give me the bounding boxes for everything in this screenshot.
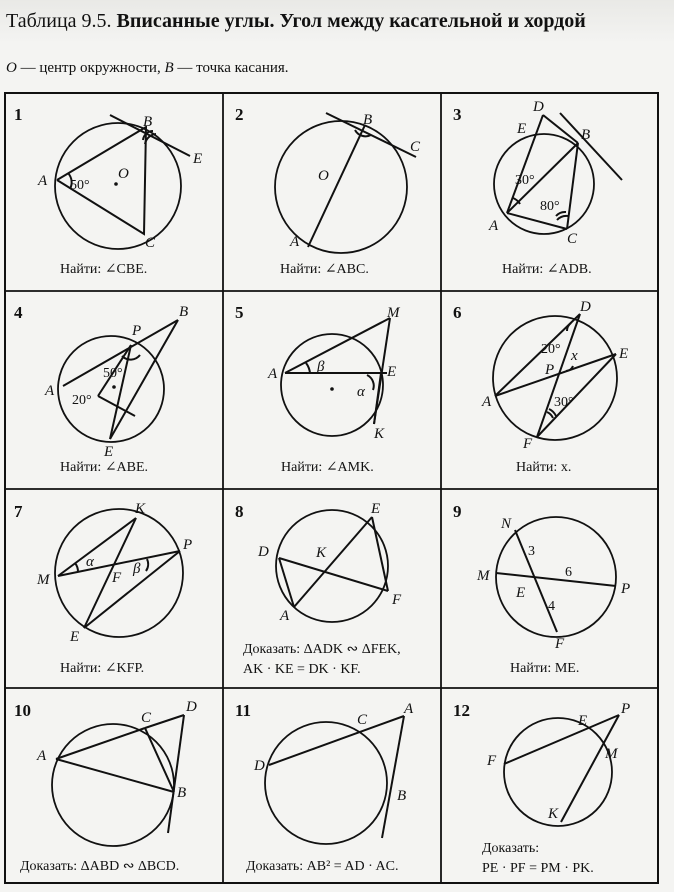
problem-caption-2: AK · KE = DK · KF. — [243, 662, 361, 677]
problem-caption: Найти: ∠KFP. — [60, 661, 145, 676]
label-C: C — [357, 712, 368, 728]
label-M: M — [605, 746, 618, 762]
problem-8 — [235, 501, 402, 677]
problem-caption: Найти: ∠CBE. — [60, 262, 148, 277]
legend-text-1: — центр окружности, — [16, 60, 165, 76]
problem-caption-2: PE · PF = PM · PK. — [482, 861, 594, 876]
label-C: C — [145, 235, 156, 251]
label-A: A — [482, 394, 492, 410]
label-A: A — [404, 701, 414, 717]
problem-number: 8 — [235, 502, 244, 521]
label-A: A — [38, 173, 48, 189]
label-D: D — [254, 758, 265, 774]
label-E: E — [387, 364, 397, 380]
label-B: B — [179, 304, 189, 320]
problem-number: 7 — [14, 502, 23, 521]
label-E: E — [70, 629, 80, 645]
problem-5 — [235, 303, 401, 475]
angle-label: 20° — [72, 393, 92, 408]
label-P: P — [132, 323, 142, 339]
problem-caption: Найти: ∠AMK. — [281, 460, 374, 475]
problem-number: 9 — [453, 502, 462, 521]
problem-9 — [453, 502, 630, 676]
segment-label: 4 — [548, 599, 555, 614]
angle-label: 30° — [554, 395, 574, 410]
label-A: A — [37, 748, 47, 764]
label-P: P — [621, 701, 631, 717]
problem-number: 11 — [235, 701, 252, 720]
angle-label: 20° — [541, 342, 561, 357]
label-M: M — [477, 568, 490, 584]
angle-label: α — [357, 384, 365, 400]
label-N: N — [501, 516, 512, 532]
legend-text-2: — точка касания. — [173, 60, 289, 76]
label-D: D — [580, 299, 591, 315]
problem-2 — [235, 105, 421, 277]
label-D: D — [258, 544, 269, 560]
legend-o: O — [6, 60, 17, 76]
label-B: B — [177, 785, 187, 801]
label-K: K — [135, 501, 146, 517]
label-D: D — [186, 699, 197, 715]
angle-label: 50° — [103, 366, 123, 381]
label-B: B — [363, 112, 373, 128]
segment-label: 6 — [565, 565, 572, 580]
label-B: B — [397, 788, 407, 804]
problem-number: 5 — [235, 303, 244, 322]
label-E: E — [517, 121, 527, 137]
label-A: A — [268, 366, 278, 382]
label-A: A — [489, 218, 499, 234]
problem-number: 3 — [453, 105, 462, 124]
problem-caption: Доказать: AB² = AD · AC. — [246, 859, 399, 874]
problem-caption: Доказать: ΔABD ∾ ΔBCD. — [20, 859, 180, 874]
label-A: A — [280, 608, 290, 624]
problem-number: 10 — [14, 701, 31, 720]
angle-label: β — [317, 359, 325, 375]
label-K: K — [374, 426, 385, 442]
problem-caption: Найти: ∠ABC. — [280, 262, 369, 277]
problem-number: 1 — [14, 105, 23, 124]
label-B: B — [581, 127, 591, 143]
problem-11 — [235, 701, 414, 874]
problem-caption-1: Доказать: — [482, 841, 540, 856]
table-number: Таблица 9.5. — [6, 10, 112, 32]
angle-label: x — [571, 348, 578, 364]
label-A: A — [45, 383, 55, 399]
label-K: K — [316, 545, 327, 561]
label-E: E — [104, 444, 114, 460]
label-F: F — [523, 436, 533, 452]
label-F: F — [487, 753, 497, 769]
label-O: O — [118, 166, 129, 182]
problem-10 — [14, 699, 197, 874]
label-C: C — [141, 710, 152, 726]
problem-caption: Найти: x. — [516, 460, 572, 475]
angle-label: α — [86, 554, 94, 570]
label-F: F — [112, 570, 122, 586]
problem-caption: Найти: ∠ADB. — [502, 262, 592, 277]
table-border — [5, 93, 658, 883]
problem-number: 4 — [14, 303, 23, 322]
label-E: E — [619, 346, 629, 362]
problem-number: 6 — [453, 303, 462, 322]
problem-number: 2 — [235, 105, 244, 124]
label-C: C — [567, 231, 578, 247]
problem-12 — [453, 701, 630, 876]
problem-4 — [14, 303, 188, 475]
label-K: K — [548, 806, 559, 822]
label-O: O — [318, 168, 329, 184]
label-P: P — [545, 362, 555, 378]
label-P: P — [621, 581, 631, 597]
table-heading: Вписанные углы. Угол между касательной и хордой — [116, 10, 586, 32]
problem-number: 12 — [453, 701, 470, 720]
problem-caption-1: Доказать: ΔADK ∾ ΔFEK, — [243, 642, 401, 657]
label-E: E — [516, 585, 526, 601]
label-B: B — [143, 114, 153, 130]
problem-3 — [453, 99, 622, 277]
problem-7 — [14, 501, 192, 676]
label-M: M — [37, 572, 50, 588]
segment-label: 3 — [528, 544, 535, 559]
problem-caption: Найти: ME. — [510, 661, 580, 676]
label-P: P — [183, 537, 193, 553]
legend-b: B — [164, 60, 174, 76]
label-D: D — [533, 99, 544, 115]
label-E: E — [193, 151, 203, 167]
label-M: M — [387, 305, 400, 321]
angle-label: 80° — [540, 199, 560, 214]
label-F: F — [555, 636, 565, 652]
label-A: A — [290, 234, 300, 250]
problem-1 — [14, 105, 202, 277]
label-F: F — [392, 592, 402, 608]
angle-label: 50° — [70, 178, 90, 193]
angle-label: β — [133, 561, 141, 577]
angle-label: 30° — [515, 173, 535, 188]
label-E: E — [371, 501, 381, 517]
problem-6 — [453, 299, 628, 475]
problem-caption: Найти: ∠ABE. — [60, 460, 149, 475]
label-C: C — [410, 139, 421, 155]
label-E: E — [578, 713, 588, 729]
